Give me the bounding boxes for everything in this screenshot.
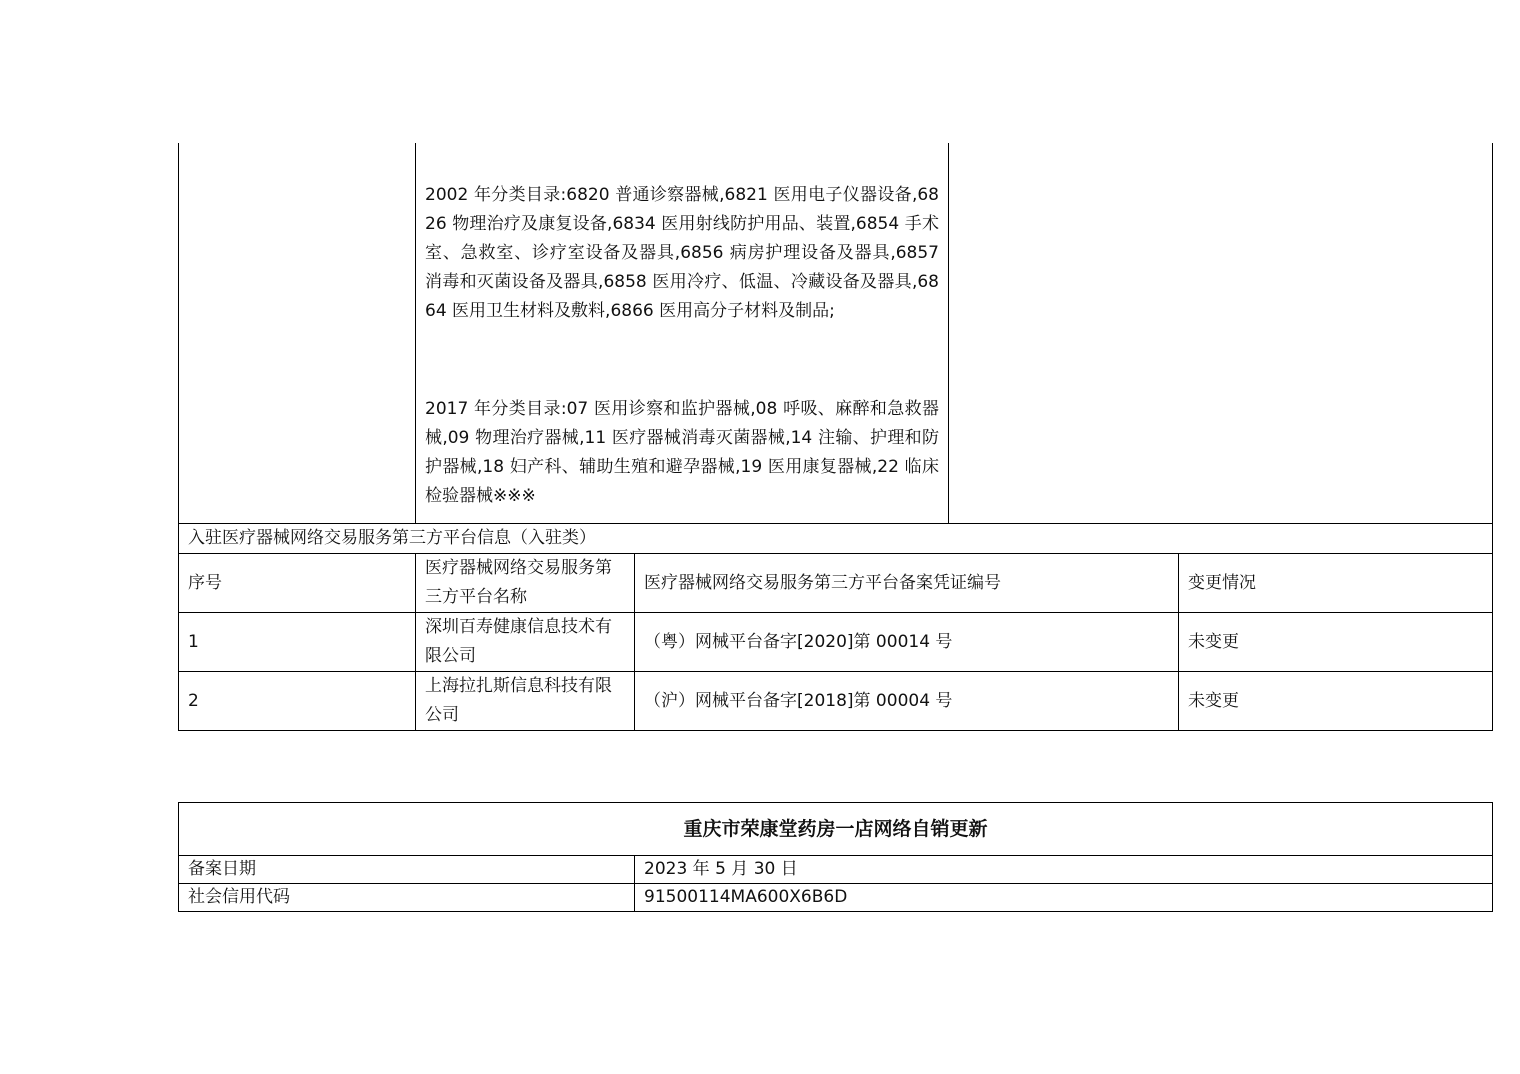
scope-remark-cell [949, 143, 1493, 524]
platform-section-row [179, 524, 1493, 554]
row-platform-name: 上海拉扎斯信息科技有限公司 [416, 672, 635, 731]
row-index: 2 [179, 672, 416, 731]
header-index: 序号 [179, 554, 416, 613]
row-change-status: 未变更 [1179, 672, 1493, 731]
filing-detail-table [178, 143, 1493, 731]
row-index: 1 [179, 613, 416, 672]
scope-2017-paragraph: 2017 年分类目录:07 医用诊察和监护器械,08 呼吸、麻醉和急救器械,09 物理治疗器械,11 医疗器械消毒灭菌器械,14 注输、护理和防护器械,18 妇产科、辅助生殖和避孕器械,19 医用康复器械,22 临床检验器械※※※ [425, 399, 939, 506]
platform-header-row [179, 554, 1493, 613]
section-title: 重庆市荣康堂药房一店网络自销更新 [179, 803, 1493, 856]
table-row [179, 884, 1493, 912]
credit-code-label: 社会信用代码 [179, 884, 635, 912]
header-change-status: 变更情况 [1179, 554, 1493, 613]
row-record-number: （粤）网械平台备字[2020]第 00014 号 [635, 613, 1179, 672]
platform-section-title: 入驻医疗器械网络交易服务第三方平台信息（入驻类） [179, 524, 1493, 554]
filing-date-label: 备案日期 [179, 856, 635, 884]
business-scope-cell [416, 143, 949, 524]
credit-code-value: 91500114MA600X6B6D [635, 884, 1493, 912]
header-record-number: 医疗器械网络交易服务第三方平台备案凭证编号 [635, 554, 1179, 613]
row-platform-name: 深圳百寿健康信息技术有限公司 [416, 613, 635, 672]
header-platform-name: 医疗器械网络交易服务第三方平台名称 [416, 554, 635, 613]
row-record-number: （沪）网械平台备字[2018]第 00004 号 [635, 672, 1179, 731]
table-row [179, 672, 1493, 731]
filing-date-value: 2023 年 5 月 30 日 [635, 856, 1493, 884]
table-row [179, 613, 1493, 672]
row-change-status: 未变更 [1179, 613, 1493, 672]
business-scope-row [179, 143, 1493, 524]
table-row [179, 856, 1493, 884]
title-row [179, 803, 1493, 856]
self-sales-update-table [178, 802, 1493, 912]
scope-label-cell [179, 143, 416, 524]
scope-2002-paragraph: 2002 年分类目录:6820 普通诊察器械,6821 医用电子仪器设备,6826 物理治疗及康复设备,6834 医用射线防护用品、装置,6854 手术室、急救室、诊疗室设备及器具,6856 病房护理设备及器具,6857 消毒和灭菌设备及器具,6858 医用冷疗、低温、冷藏设备及器具,6864 医用卫生材料及敷料,6866 医用高分子材料及制品; [425, 185, 939, 321]
paragraph-spacer [425, 326, 939, 395]
